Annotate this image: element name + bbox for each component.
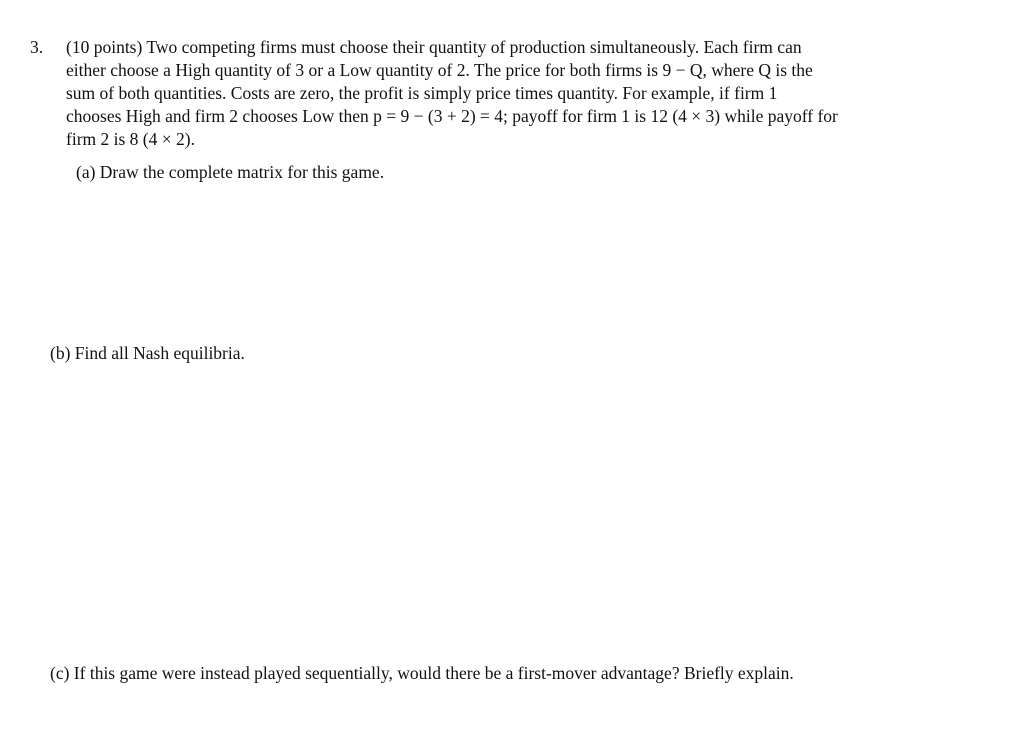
question-number: 3.: [30, 37, 44, 57]
question-line: chooses High and firm 2 chooses Low then p = 9 − (3 + 2) = 4; payoff for firm 1 is 12 (4 × 3) while payoff for: [66, 106, 838, 126]
question-text: [66, 36, 838, 151]
question-line: sum of both quantities. Costs are zero, the profit is simply price times quantity. For example, if firm 1: [66, 83, 778, 103]
question-line: (10 points) Two competing firms must choose their quantity of production simultaneously. Each firm can: [66, 37, 802, 57]
question-line: either choose a High quantity of 3 or a Low quantity of 2. The price for both firms is 9 − Q, where Q is the: [66, 60, 813, 80]
question-line: firm 2 is 8 (4 × 2).: [66, 129, 195, 149]
part-b: (b) Find all Nash equilibria.: [50, 343, 245, 363]
part-a: (a) Draw the complete matrix for this game.: [76, 162, 385, 182]
part-c: (c) If this game were instead played sequentially, would there be a first-mover advantage? Briefly explain.: [50, 663, 794, 683]
